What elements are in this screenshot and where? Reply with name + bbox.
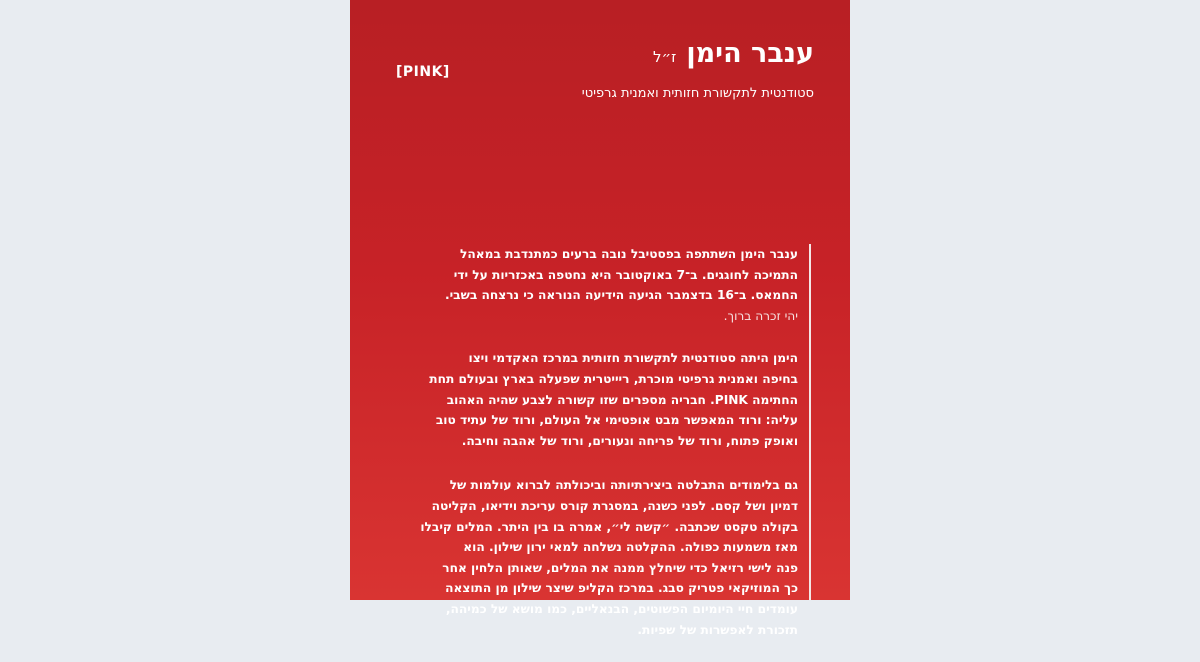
memorial-poster [350, 0, 850, 637]
text-line: פנה לישי רזיאל כדי שיחלץ ממנה את המלים, שאותן הלחין אחר [442, 560, 798, 575]
memorial-abbrev: ז״ל [652, 48, 677, 66]
text-line: בחיפה ואמנית גרפיטי מוכרת, ריייטרית שפעלה בארץ ובעולם תחת [429, 371, 798, 386]
paragraph-3 [420, 475, 798, 640]
poster-subtitle: סטודנטית לתקשורת חזותית ואמנית גרפיטי [581, 86, 814, 101]
vertical-divider [809, 244, 811, 600]
text-line: ענבר הימן השתתפה בפסטיבל נובה ברעים כמתנדבת במאהל [460, 247, 798, 261]
text-line: החתימה PINK. חבריה מספרים שזו קשורה לצבע שהיה האהוב [446, 392, 798, 407]
text-line: מאז משמעות כפולה. ההקלטה נשלחה למאי ירון שילון. הוא [463, 540, 798, 555]
closing-line: יהי זכרה ברוך. [723, 308, 798, 323]
text-line: כך המוזיקאי פטריק סבג. במרכז הקליפ שיצר שילון מן התוצאה [445, 581, 798, 596]
text-line: דמיון ושל קסם. לפני כשנה, במסגרת קורס עריכת וידיאו, הקליטה [431, 498, 798, 513]
text-line: גם בלימודים התבלטה ביצירתיותה וביכולתה לברוא עולמות של [449, 478, 798, 493]
text-line: עומדים חיי היומיום הפשוטים, הבנאליים, כמו מושא של כמיהה, [445, 601, 798, 616]
title-row [653, 38, 814, 69]
text-line: ואופק פתוח, ורוד של פריחה ונעורים, ורוד של אהבה וחיבה. [461, 433, 798, 448]
text-line: עליה: ורוד המאפשר מבט אופטימי אל העולם, ורוד של עתיד טוב [435, 413, 798, 428]
text-line: בקולה טקסט שכתבה. ״קשה לי״, אמרה בו בין היתר. המלים קיבלו [420, 519, 798, 534]
paragraph-1 [424, 244, 798, 326]
text-line: החמאס. ב־16 בדצמבר הגיעה הידיעה הנוראה כי נרצחה בשבי. [444, 288, 798, 303]
pink-tag: [PINK] [396, 64, 450, 80]
poster-body [420, 244, 798, 662]
text-line: תזכורת לאפשרות של שפיות. [637, 622, 798, 637]
paragraph-2 [424, 348, 798, 451]
text-line: התמיכה לחוגגים. ב־7 באוקטובר היא נחטפה באכזריות על ידי [453, 267, 798, 282]
text-line: הימן היתה סטודנטית לתקשורת חזותית במרכז האקדמי ויצו [468, 351, 798, 366]
poster-name: ענבר הימן [686, 38, 814, 69]
